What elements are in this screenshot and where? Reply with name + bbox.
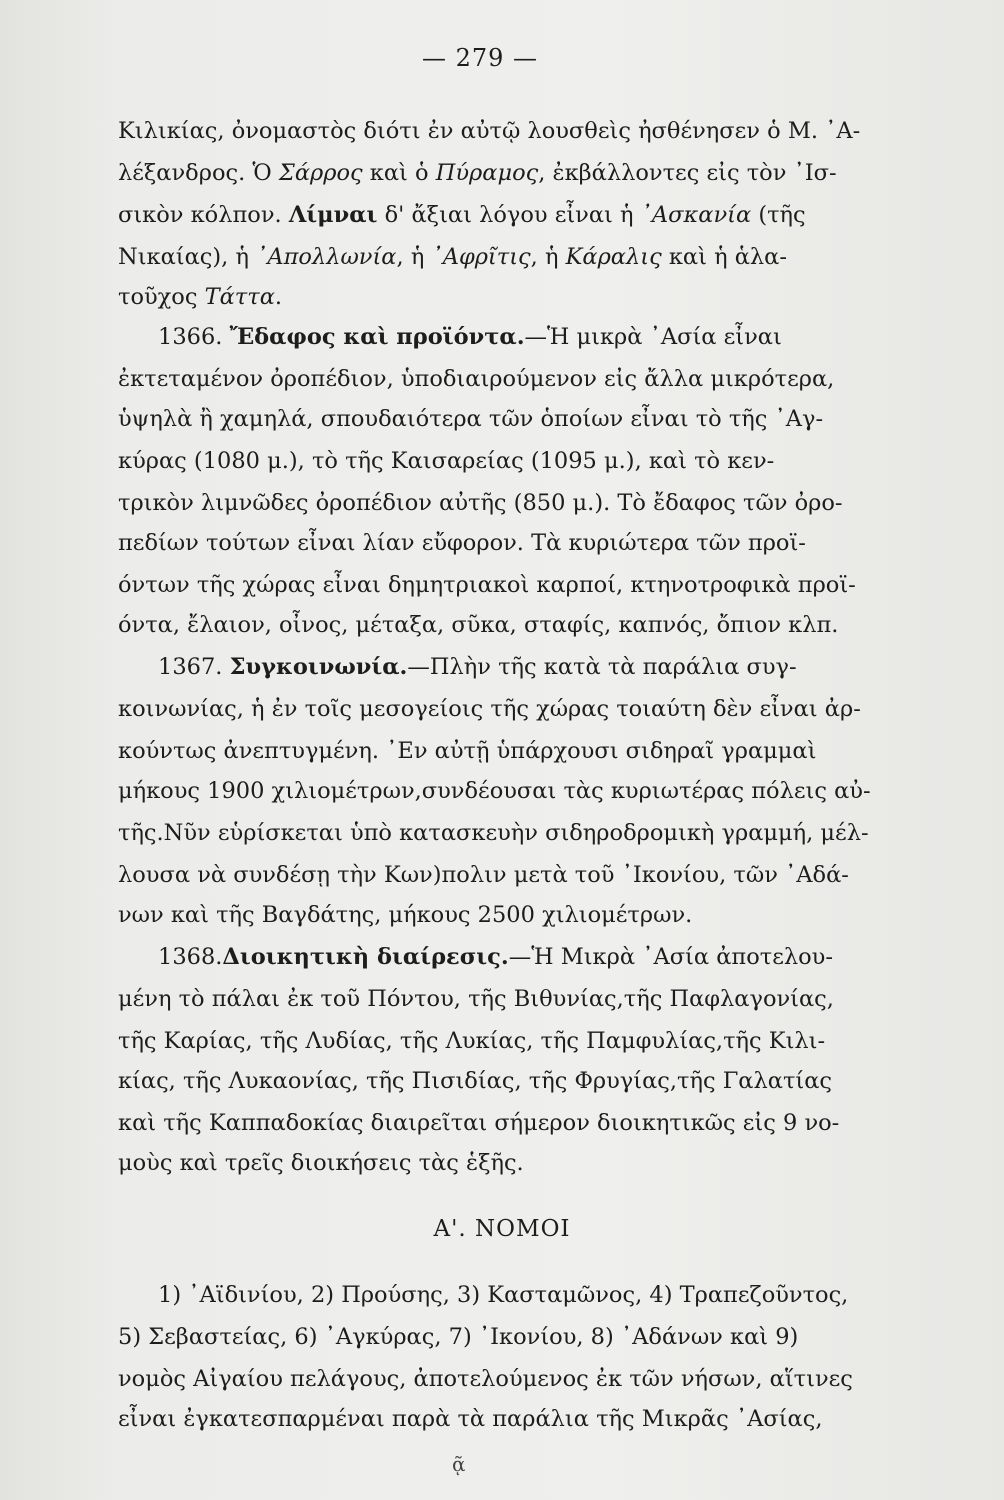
text-line: νομὸς Αἰγαίου πελάγους, ἀποτελούμενος ἐκ τῶν νήσων, αἵτινες <box>118 1366 853 1392</box>
text-line: όντων τῆς χώρας εἶναι δημητριακοὶ καρποί, κτηνοτροφικὰ προϊ- <box>118 572 856 598</box>
text-line: τῆς Καρίας, τῆς Λυδίας, τῆς Λυκίας, τῆς Παμφυλίας,τῆς Κιλι- <box>118 1028 826 1054</box>
text-line: Κιλικίας, ὀνομαστὸς διότι ἐν αὐτῷ λουσθεὶς ἠσθένησεν ὁ Μ. ᾿Α- <box>118 118 861 144</box>
text-line: λέξανδρος. Ὁ Σάρρος καὶ ὁ Πύραμος, ἐκβάλλοντες εἰς τὸν ᾿Ισ- <box>118 160 837 186</box>
river-name: Σάρρος <box>278 160 363 186</box>
text-line: μήκους 1900 χιλιομέτρων,συνδέουσαι τὰς κυριωτέρας πόλεις αὐ- <box>118 778 871 804</box>
text-line: κύρας (1080 μ.), τὸ τῆς Καισαρείας (1095 μ.), καὶ τὸ κεν- <box>118 448 775 474</box>
lake-name: ᾿Αφρῖτις <box>431 244 531 270</box>
text-line: μοὺς καὶ τρεῖς διοικήσεις τὰς ἑξῆς. <box>118 1150 524 1176</box>
subsection-title: Α'. ΝΟΜΟΙ <box>433 1216 571 1242</box>
text-line: Νικαίας), ἡ ᾿Απολλωνία, ἡ ᾿Αφρῖτις, ἡ Κάραλις καὶ ἡ ἁλα- <box>118 244 787 270</box>
section-heading: Συγκοινωνία. <box>229 654 408 680</box>
lake-name: Τάττα <box>204 284 275 310</box>
inline-heading: Λίμναι <box>288 202 378 228</box>
section-1366-heading-line: 1366. Ἔδαφος καὶ προϊόντα.—Ἡ μικρὰ ᾿Ασία εἶναι <box>158 324 782 350</box>
text-line: καὶ τῆς Καππαδοκίας διαιρεῖται σήμερον διοικητικῶς εἰς 9 νο- <box>118 1110 840 1136</box>
section-heading: Διοικητικὴ διαίρεσις. <box>222 944 509 970</box>
lake-name: ᾿Απολλωνία <box>256 244 397 270</box>
text-line: σικὸν κόλπον. Λίμναι δ' ἄξιαι λόγου εἶναι ἡ ᾿Ασκανία (τῆς <box>118 202 806 228</box>
text-line: κοινωνίας, ἡ ἐν τοῖς μεσογείοις τῆς χώρας τοιαύτη δὲν εἶναι ἀρ- <box>118 696 861 722</box>
text-line: λουσα νὰ συνδέσῃ τὴν Κων)πολιν μετὰ τοῦ ᾿Ικονίου, τῶν ᾿Αδά- <box>118 862 849 888</box>
lake-name: ᾿Ασκανία <box>640 202 752 228</box>
text-line: τρικὸν λιμνῶδες ὀροπέδιον αὐτῆς (850 μ.). Τὸ ἔδαφος τῶν ὀρο- <box>118 490 843 516</box>
text-line: τῆς.Νῦν εὑρίσκεται ὑπὸ κατασκευὴν σιδηροδρομικὴ γραμμή, μέλ- <box>118 820 869 846</box>
page-number: — 279 — <box>421 44 539 72</box>
text-line: ὑψηλὰ ἢ χαμηλά, σπουδαιότερα τῶν ὁποίων εἶναι τὸ τῆς ᾿Αγ- <box>118 406 824 432</box>
text-line: ἐκτεταμένον ὀροπέδιον, ὑποδιαιρούμενον εἰς ἄλλα μικρότερα, <box>118 366 835 392</box>
text-line: κούντως ἀνεπτυγμένη. ᾿Εν αὐτῇ ὑπάρχουσι σιδηραῖ γραμμαὶ <box>118 738 817 764</box>
text-line: 5) Σεβαστείας, 6) ᾿Αγκύρας, 7) ᾿Ικονίου, 8) ᾿Αδάνων καὶ 9) <box>118 1324 799 1350</box>
section-1367-heading-line: 1367. Συγκοινωνία.—Πλὴν τῆς κατὰ τὰ παράλια συγ- <box>158 654 797 680</box>
text-line: πεδίων τούτων εἶναι λίαν εὔφορον. Τὰ κυριώτερα τῶν προϊ- <box>118 530 806 556</box>
text-line: τοῦχος Τάττα. <box>118 284 283 310</box>
printer-mark: ᾷ <box>452 1452 466 1476</box>
text-line: νων καὶ τῆς Βαγδάτης, μήκους 2500 χιλιομέτρων. <box>118 902 693 928</box>
text-line: όντα, ἔλαιον, οἶνος, μέταξα, σῦκα, σταφίς, καπνός, ὄπιον κλπ. <box>118 612 839 638</box>
text-line: μένη τὸ πάλαι ἐκ τοῦ Πόντου, τῆς Βιθυνίας,τῆς Παφλαγονίας, <box>118 986 834 1012</box>
river-name: Πύραμος <box>435 160 539 186</box>
text-line: 1) ᾿Αϊδινίου, 2) Προύσης, 3) Κασταμῶνος, 4) Τραπεζοῦντος, <box>158 1282 849 1308</box>
section-1368-heading-line: 1368.Διοικητικὴ διαίρεσις.—Ἡ Μικρὰ ᾿Ασία ἀποτελου- <box>158 944 833 970</box>
text-line: κίας, τῆς Λυκαονίας, τῆς Πισιδίας, τῆς Φρυγίας,τῆς Γαλατίας <box>118 1068 833 1094</box>
text-line: εἶναι ἐγκατεσπαρμέναι παρὰ τὰ παράλια τῆς Μικρᾶς ᾿Ασίας, <box>118 1406 823 1432</box>
section-heading: Ἔδαφος καὶ προϊόντα. <box>229 324 525 350</box>
lake-name: Κάραλις <box>565 244 662 270</box>
